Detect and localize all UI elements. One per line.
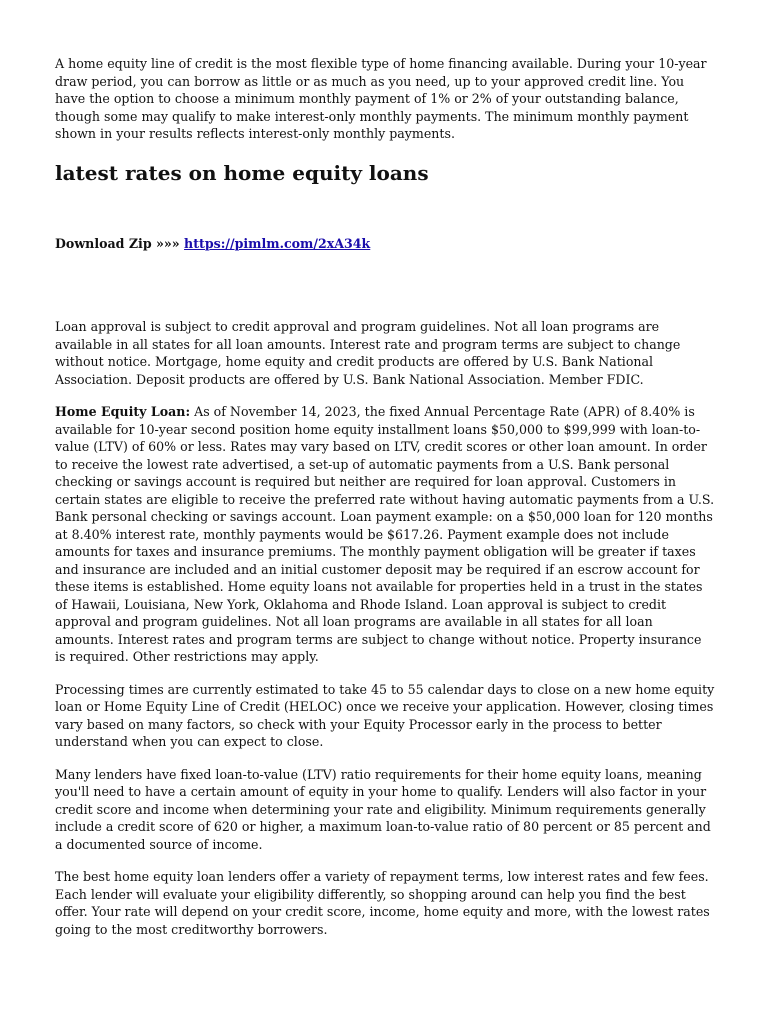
download-link[interactable]: https://pimlm.com/2xA34k	[184, 236, 371, 251]
download-label: Download Zip »»»	[55, 236, 185, 251]
paragraph-loan-approval: Loan approval is subject to credit approval and program guidelines. Not all loan programs are available in all states for all loan amounts. Interest rate and program terms are subject to change without notice. Mortgage, home equity and credit products are offered by U.S. Bank National Association. Deposit products are offered by U.S. Bank National Association. Member FDIC.	[55, 319, 681, 387]
paragraph-best-lenders: The best home equity loan lenders offer a variety of repayment terms, low interest rates and few fees. Each lender will evaluate your eligibility differently, so shopping around can help you find the best offer. Your rate will depend on your credit score, income, home equity and more, with the lowest rates going to the most creditworthy borrowers.	[55, 869, 710, 937]
document-body	[55, 55, 715, 937]
paragraph-lead: Home Equity Loan:	[55, 404, 191, 419]
intro-paragraph: A home equity line of credit is the most flexible type of home financing available. During your 10-year draw period, you can borrow as little or as much as you need, up to your approved credit line. You have the option to choose a minimum monthly payment of 1% or 2% of your outstanding balance, though some may qualify to make interest-only monthly payments. The minimum monthly payment shown in your results reflects interest-only monthly payments.	[55, 56, 707, 141]
section-heading: latest rates on home equity loans	[55, 161, 429, 185]
body-paragraphs	[55, 318, 715, 953]
paragraph-body: As of November 14, 2023, the fixed Annual Percentage Rate (APR) of 8.40% is available for 10-year second position home equity installment loans $50,000 to $99,999 with loan-to-value (LTV) of 60% or less. Rates may vary based on LTV, credit scores or other loan amount. In order to receive the lowest rate advertised, a set-up of automatic payments from a U.S. Bank personal checking or savings account is required but neither are required for loan approval. Customers in certain states are eligible to receive the preferred rate without having automatic payments from a U.S. Bank personal checking or savings account. Loan payment example: on a $50,000 loan for 120 months at 8.40% interest rate, monthly payments would be $617.26. Payment example does not include amounts for taxes and insurance premiums. The monthly payment obligation will be greater if taxes and insurance are included and an initial customer deposit may be required if an escrow account for these items is established. Home equity loans not available for properties held in a trust in the states of Hawaii, Louisiana, New York, Oklahoma and Rhode Island. Loan approval is subject to credit approval and program guidelines. Not all loan programs are available in all states for all loan amounts. Interest rates and program terms are subject to change without notice. Property insurance is required. Other restrictions may apply.	[55, 404, 715, 664]
paragraph-processing-times: Processing times are currently estimated to take 45 to 55 calendar days to close on a new home equity loan or Home Equity Line of Credit (HELOC) once we receive your application. However, closing times vary based on many factors, so check with your Equity Processor early in the process to better understand when you can expect to close.	[55, 681, 715, 749]
paragraph-home-equity-loan	[55, 403, 715, 666]
download-line	[55, 235, 370, 252]
paragraph-ltv-requirements: Many lenders have fixed loan-to-value (LTV) ratio requirements for their home equity loans, meaning you'll need to have a certain amount of equity in your home to qualify. Lenders will also factor in your credit score and income when determining your rate and eligibility. Minimum requirements generally include a credit score of 620 or higher, a maximum loan-to-value ratio of 80 percent or 85 percent and a documented source of income.	[55, 766, 711, 852]
